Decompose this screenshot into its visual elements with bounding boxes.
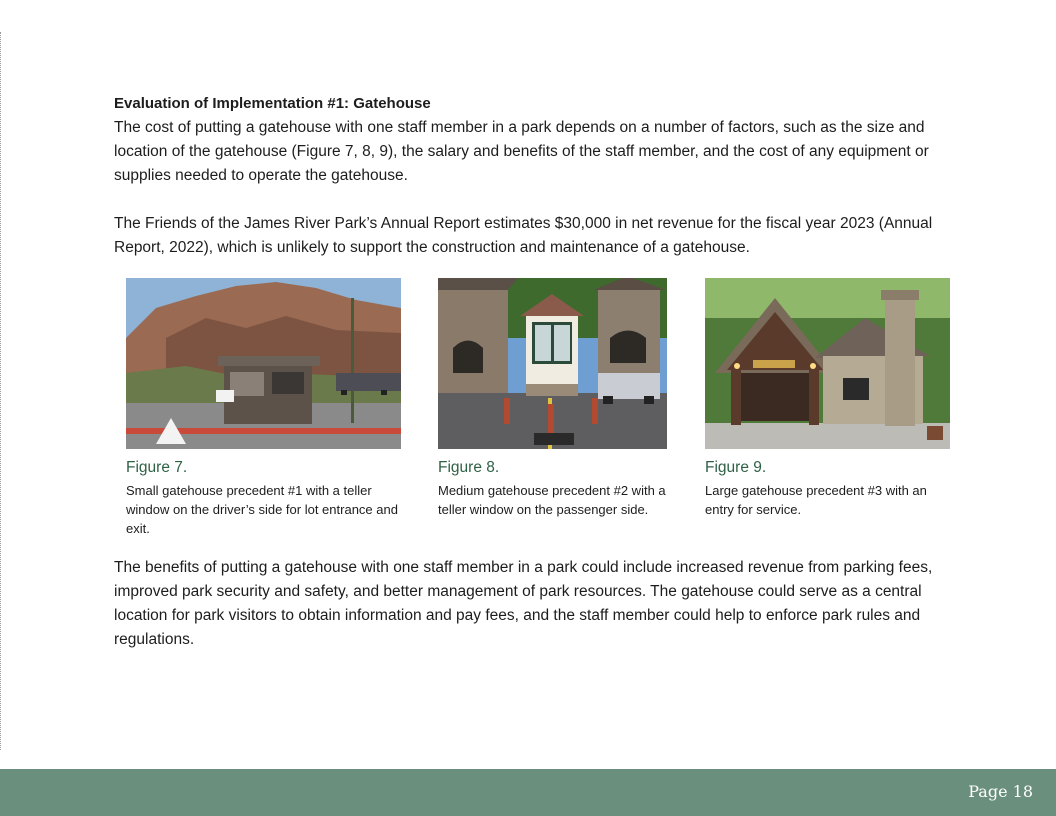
paragraph-benefits: The benefits of putting a gatehouse with one staff member in a park could include increased revenue from parking fees, improved park security and safety, and better management of park resources. The gatehouse could serve as a central location for park visitors to obtain information and pay fees, and the staff member could help to enforce park rules and regulations.	[114, 559, 933, 648]
figure-9-title: Figure 9.	[705, 459, 767, 476]
figure-8-title: Figure 8.	[438, 459, 500, 476]
figure-9-caption: Large gatehouse precedent #3 with an entry for service.	[705, 483, 927, 517]
gatehouse-medium-photo	[438, 278, 667, 449]
figure-8-caption: Medium gatehouse precedent #2 with a teller window on the passenger side.	[438, 483, 666, 517]
section-body	[114, 92, 964, 260]
figure-7-title: Figure 7.	[126, 459, 188, 476]
gatehouse-large-photo	[705, 278, 950, 449]
section-heading: Evaluation of Implementation #1: Gatehouse	[114, 95, 431, 112]
margin-rule	[0, 32, 1, 750]
page-number: Page 18	[968, 782, 1033, 801]
paragraph-cost: The cost of putting a gatehouse with one staff member in a park depends on a number of factors, such as the size and location of the gatehouse (Figure 7, 8, 9), the salary and benefits of the staff member, and the cost of any equipment or supplies needed to operate the gatehouse.	[114, 119, 929, 184]
page-footer	[0, 769, 1056, 816]
figure-9	[705, 278, 950, 519]
section-body-continued	[114, 556, 964, 652]
figure-8	[438, 278, 667, 519]
paragraph-revenue: The Friends of the James River Park’s Annual Report estimates $30,000 in net revenue for the fiscal year 2023 (Annual Report, 2022), which is unlikely to support the construction and maintenance of a gatehouse.	[114, 215, 933, 256]
figure-7-caption: Small gatehouse precedent #1 with a teller window on the driver’s side for lot entrance and exit.	[126, 483, 398, 536]
figure-7	[126, 278, 401, 538]
gatehouse-small-photo	[126, 278, 401, 449]
